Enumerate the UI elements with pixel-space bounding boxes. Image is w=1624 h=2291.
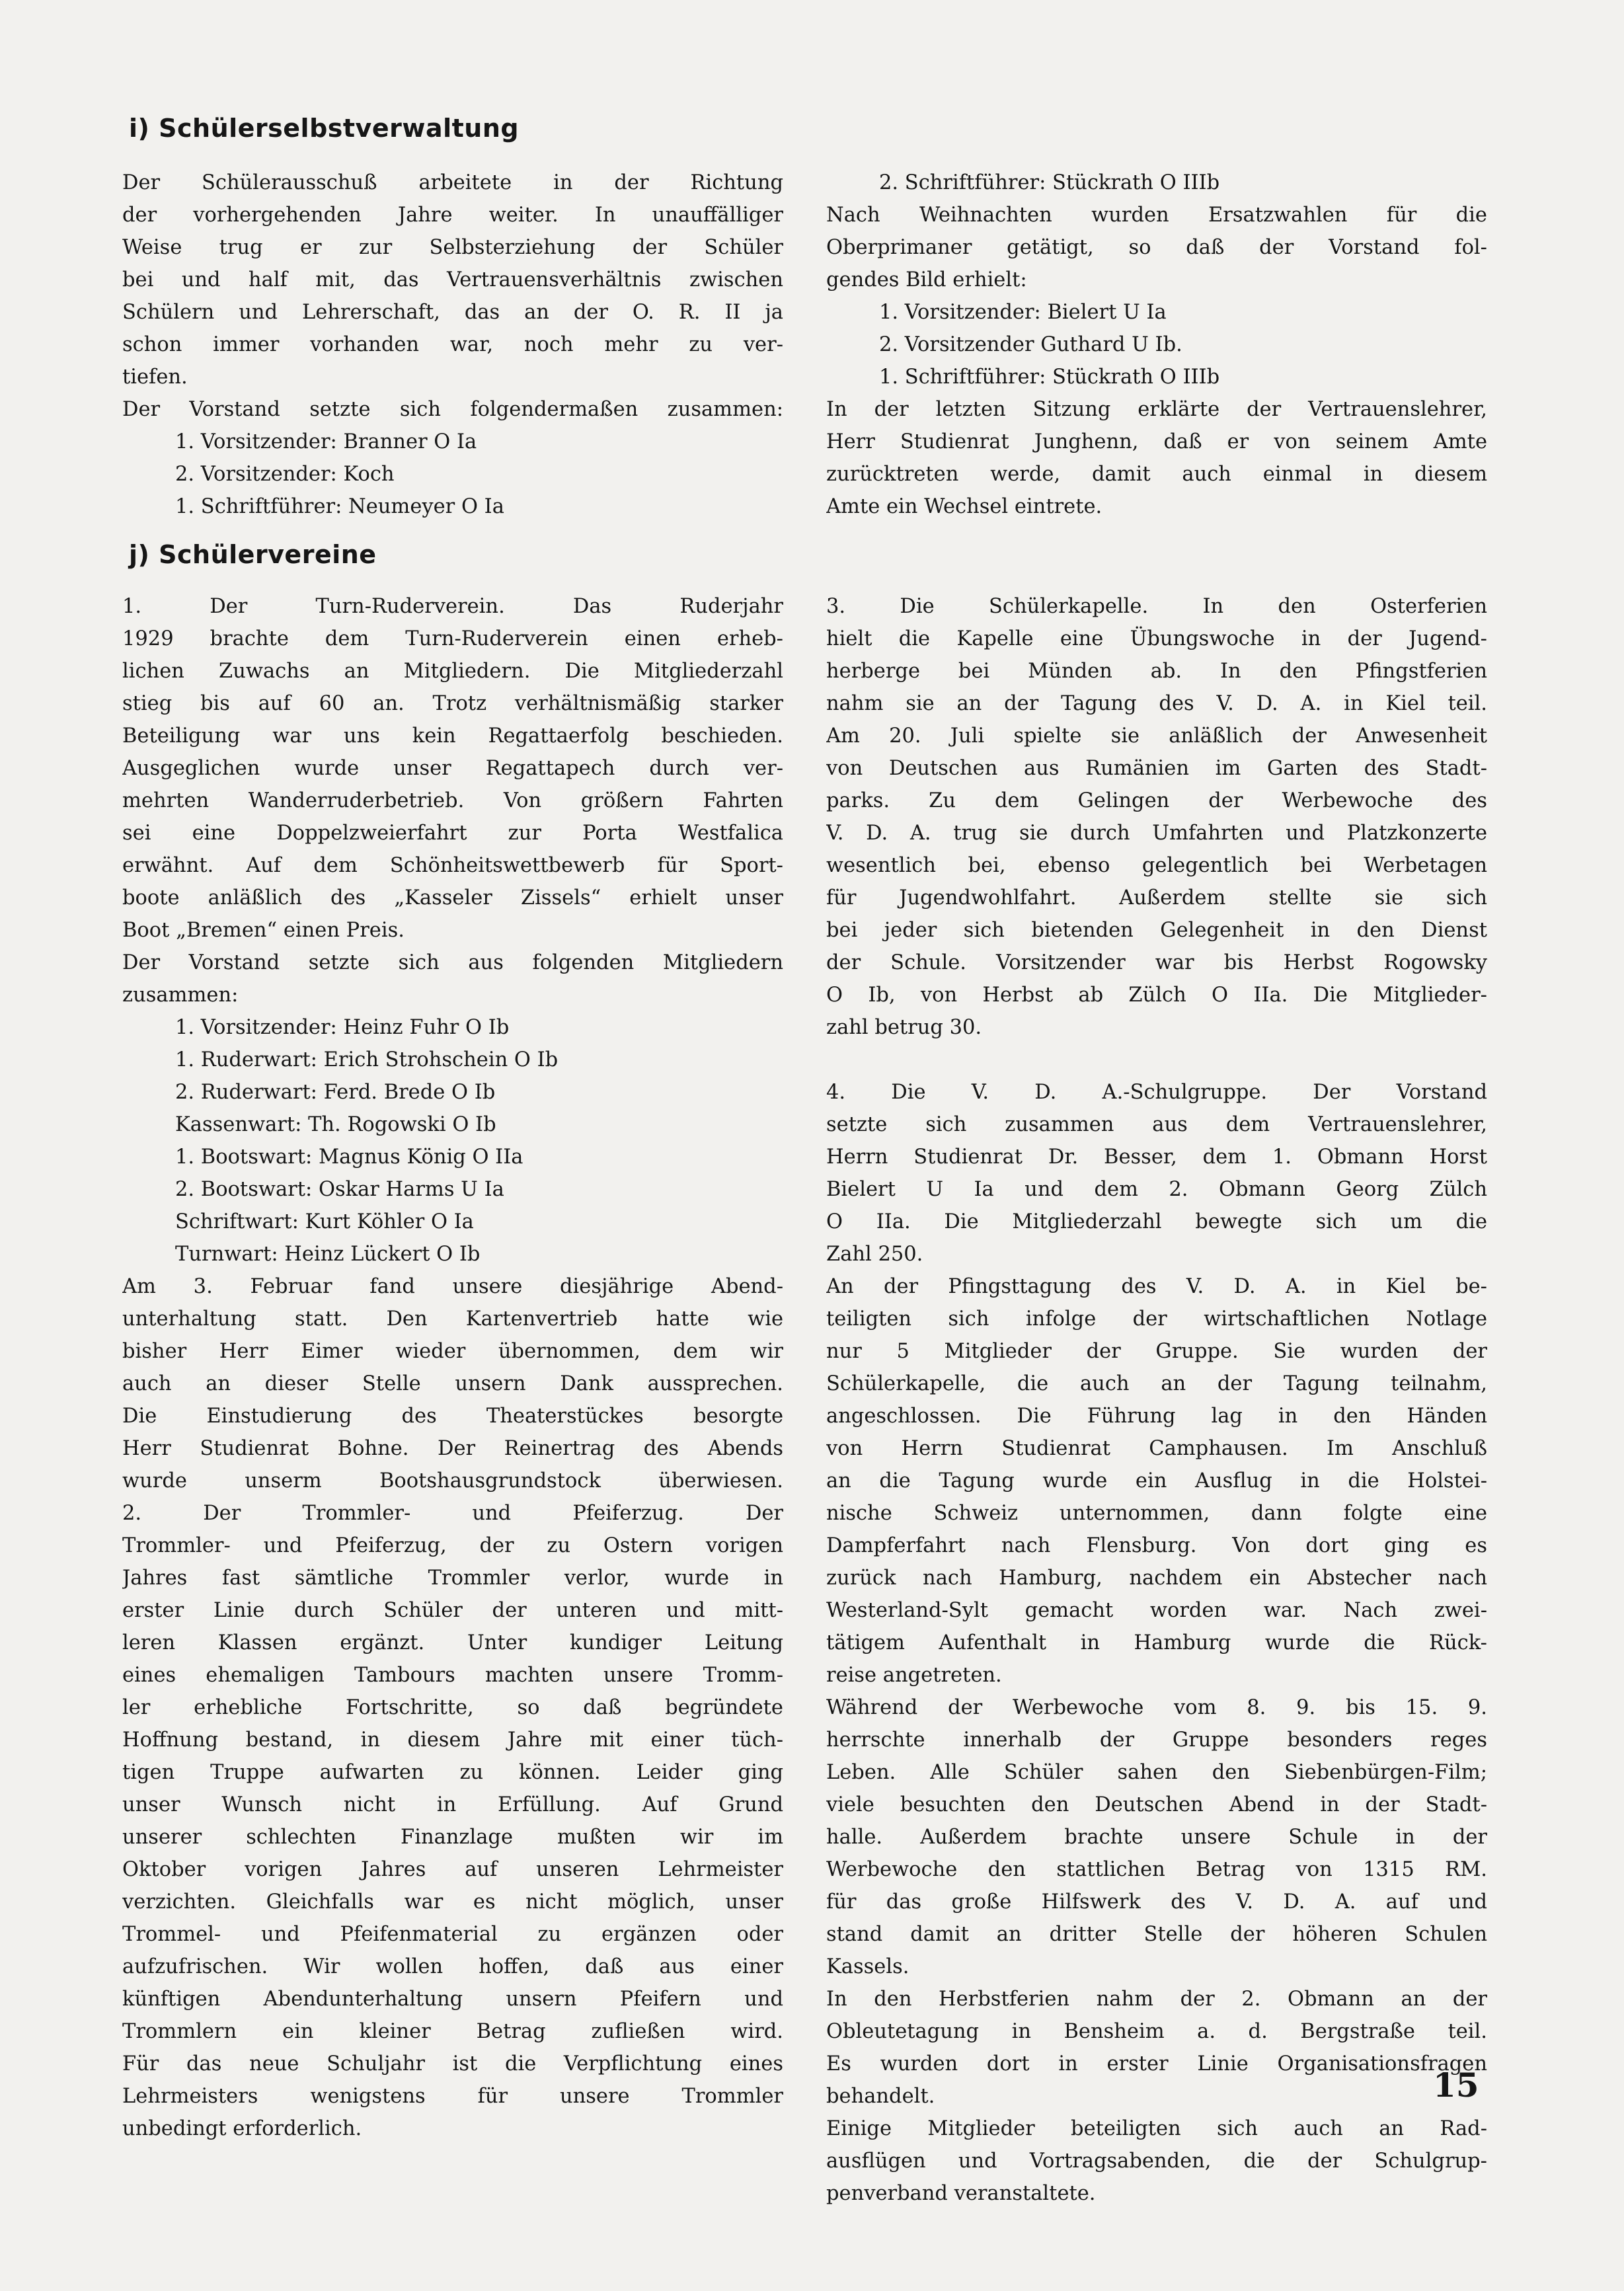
text-line: Am 3. Februar fand unsere diesjährige Abend- — [122, 1275, 783, 1298]
text-line: An der Pfingsttagung des V. D. A. in Kiel be- — [826, 1275, 1487, 1298]
text-line: bisher Herr Eimer wieder übernommen, dem wir — [122, 1340, 783, 1363]
text-line: leren Klassen ergänzt. Unter kundiger Leitung — [122, 1631, 783, 1654]
text-line: Zahl 250. — [826, 1243, 923, 1266]
text-line: Beteiligung war uns kein Regattaerfolg beschieden. — [122, 724, 783, 748]
text-line: tigen Truppe aufwarten zu können. Leider ging — [122, 1761, 783, 1784]
text-line: reise angetreten. — [826, 1664, 1002, 1687]
text-line: Der Vorstand setzte sich folgendermaßen zusammen: — [122, 398, 783, 421]
text-line: auch an dieser Stelle unsern Dank aussprechen. — [122, 1372, 783, 1395]
text-line: Oberprimaner getätigt, so daß der Vorstand fol- — [826, 236, 1487, 259]
text-line: sei eine Doppelzweierfahrt zur Porta Westfalica — [122, 822, 783, 845]
text-line: Werbewoche den stattlichen Betrag von 1315 RM. — [826, 1858, 1487, 1881]
text-line: gendes Bild erhielt: — [826, 268, 1027, 291]
text-line: bei jeder sich bietenden Gelegenheit in den Dienst — [826, 919, 1487, 942]
text-line: der vorhergehenden Jahre weiter. In unauffälliger — [122, 204, 783, 227]
text-line: Für das neue Schuljahr ist die Verpflichtung eines — [122, 2052, 783, 2076]
text-line: Am 20. Juli spielte sie anläßlich der Anwesenheit — [826, 724, 1487, 748]
text-line: Obleutetagung in Bensheim a. d. Bergstraße teil. — [826, 2020, 1487, 2043]
text-line: Der Vorstand setzte sich aus folgenden Mitgliedern — [122, 951, 783, 974]
text-line: Kassenwart: Th. Rogowski O Ib — [175, 1113, 496, 1136]
text-line: 2. Bootswart: Oskar Harms U Ia — [175, 1178, 504, 1201]
text-line — [826, 1044, 1487, 1076]
text-line: Hoffnung bestand, in diesem Jahre mit einer tüch- — [122, 1728, 783, 1752]
text-line: wurde unserm Bootshausgrundstock überwiesen. — [122, 1469, 783, 1493]
text-line: Jahres fast sämtliche Trommler verlor, wurde in — [122, 1567, 783, 1590]
text-line: parks. Zu dem Gelingen der Werbewoche des — [826, 789, 1487, 812]
right-block-clubs — [826, 590, 1487, 2210]
text-line: erster Linie durch Schüler der unteren und mitt- — [122, 1599, 783, 1622]
text-line: aufzufrischen. Wir wollen hoffen, daß aus einer — [122, 1955, 783, 1978]
text-line: Herrn Studienrat Dr. Besser, dem 1. Obmann Horst — [826, 1146, 1487, 1169]
text-line: 1. Vorsitzender: Branner O Ia — [175, 430, 477, 453]
section-heading-i: i) Schülerselbstverwaltung — [129, 114, 520, 143]
text-line: Ausgeglichen wurde unser Regattapech durch ver- — [122, 757, 783, 780]
text-line: Lehrmeisters wenigstens für unsere Trommler — [122, 2085, 783, 2108]
text-line: viele besuchten den Deutschen Abend in der Stadt- — [826, 1793, 1487, 1816]
text-line: nur 5 Mitglieder der Gruppe. Sie wurden der — [826, 1340, 1487, 1363]
text-line: von Herrn Studienrat Camphausen. Im Anschluß — [826, 1437, 1487, 1460]
text-line: der Schule. Vorsitzender war bis Herbst Rogowsky — [826, 951, 1487, 974]
text-line: O Ib, von Herbst ab Zülch O IIa. Die Mitglieder- — [826, 984, 1487, 1007]
text-line: teiligten sich infolge der wirtschaftlichen Notlage — [826, 1307, 1487, 1331]
text-line: 1. Vorsitzender: Heinz Fuhr O Ib — [175, 1016, 510, 1039]
text-line: In den Herbstferien nahm der 2. Obmann an der — [826, 1988, 1487, 2011]
text-line: penverband veranstaltete. — [826, 2182, 1096, 2205]
text-line: 2. Der Trommler- und Pfeiferzug. Der — [122, 1502, 783, 1525]
text-line: von Deutschen aus Rumänien im Garten des Stadt- — [826, 757, 1487, 780]
text-line: Weise trug er zur Selbsterziehung der Schüler — [122, 236, 783, 259]
text-line: boote anläßlich des „Kasseler Zissels“ erhielt unser — [122, 886, 783, 910]
text-line: Schülern und Lehrerschaft, das an der O. R. II ja — [122, 301, 783, 324]
text-line: künftigen Abendunterhaltung unsern Pfeifern und — [122, 1988, 783, 2011]
text-line: zurücktreten werde, damit auch einmal in diesem — [826, 463, 1487, 486]
text-line: Herr Studienrat Bohne. Der Reinertrag des Abends — [122, 1437, 783, 1460]
text-line: unser Wunsch nicht in Erfüllung. Auf Grund — [122, 1793, 783, 1816]
text-line: O IIa. Die Mitgliederzahl bewegte sich um die — [826, 1210, 1487, 1233]
text-line: unserer schlechten Finanzlage mußten wir im — [122, 1826, 783, 1849]
text-line: 2. Vorsitzender Guthard U Ib. — [879, 333, 1182, 356]
text-line: 1. Der Turn-Ruderverein. Das Ruderjahr — [122, 595, 783, 618]
text-line: 1. Ruderwart: Erich Strohschein O Ib — [175, 1048, 559, 1071]
section-i-body — [122, 167, 783, 523]
text-line: In der letzten Sitzung erklärte der Vertrauenslehrer, — [826, 398, 1487, 421]
text-line: ler erhebliche Fortschritte, so daß begründete — [122, 1696, 783, 1719]
text-line: stieg bis auf 60 an. Trotz verhältnismäßig starker — [122, 692, 783, 715]
text-line: V. D. A. trug sie durch Umfahrten und Platzkonzerte — [826, 822, 1487, 845]
text-line: Trommler- und Pfeiferzug, der zu Ostern vorigen — [122, 1534, 783, 1557]
text-line: 4. Die V. D. A.-Schulgruppe. Der Vorstand — [826, 1081, 1487, 1104]
text-line: angeschlossen. Die Führung lag in den Händen — [826, 1405, 1487, 1428]
text-line: Trommel- und Pfeifenmaterial zu ergänzen oder — [122, 1923, 783, 1946]
text-line: Boot „Bremen“ einen Preis. — [122, 919, 405, 942]
text-line: Die Einstudierung des Theaterstückes besorgte — [122, 1405, 783, 1428]
text-line: tiefen. — [122, 366, 188, 389]
text-line: nische Schweiz unternommen, dann folgte eine — [826, 1502, 1487, 1525]
text-line: nahm sie an der Tagung des V. D. A. in Kiel teil. — [826, 692, 1487, 715]
text-line: an die Tagung wurde ein Ausflug in die Holstei- — [826, 1469, 1487, 1493]
text-line: Westerland-Sylt gemacht worden war. Nach zwei- — [826, 1599, 1487, 1622]
text-line: 1. Schriftführer: Stückrath O IIIb — [879, 366, 1220, 389]
text-line: 3. Die Schülerkapelle. In den Osterferien — [826, 595, 1487, 618]
text-line: Einige Mitglieder beteiligten sich auch an Rad- — [826, 2117, 1487, 2140]
text-line: Nach Weihnachten wurden Ersatzwahlen für die — [826, 204, 1487, 227]
text-line: unbedingt erforderlich. — [122, 2117, 362, 2140]
text-line: Schriftwart: Kurt Köhler O Ia — [175, 1210, 474, 1233]
text-line: herberge bei Münden ab. In den Pfingstferien — [826, 660, 1487, 683]
text-line: tätigem Aufenthalt in Hamburg wurde die Rück- — [826, 1631, 1487, 1654]
text-line: Es wurden dort in erster Linie Organisationsfragen — [826, 2052, 1487, 2076]
text-line: lichen Zuwachs an Mitgliedern. Die Mitgliederzahl — [122, 660, 783, 683]
text-line: mehrten Wanderruderbetrieb. Von größern Fahrten — [122, 789, 783, 812]
text-line: Bielert U Ia und dem 2. Obmann Georg Zülch — [826, 1178, 1487, 1201]
text-line: wesentlich bei, ebenso gelegentlich bei Werbetagen — [826, 854, 1487, 877]
text-line: Herr Studienrat Junghenn, daß er von seinem Amte — [826, 430, 1487, 453]
text-line: bei und half mit, das Vertrauensverhältnis zwischen — [122, 268, 783, 291]
text-line: halle. Außerdem brachte unsere Schule in der — [826, 1826, 1487, 1849]
text-line: zurück nach Hamburg, nachdem ein Abstecher nach — [826, 1567, 1487, 1590]
text-line: stand damit an dritter Stelle der höheren Schulen — [826, 1923, 1487, 1946]
text-line: Leben. Alle Schüler sahen den Siebenbürgen-Film; — [826, 1761, 1487, 1784]
text-line: 1. Vorsitzender: Bielert U Ia — [879, 301, 1167, 324]
text-line: schon immer vorhanden war, noch mehr zu ver- — [122, 333, 783, 356]
text-line: 2. Ruderwart: Ferd. Brede O Ib — [175, 1081, 496, 1104]
text-line: ausflügen und Vortragsabenden, die der Schulgrup- — [826, 2150, 1487, 2173]
text-line: eines ehemaligen Tambours machten unsere Tromm- — [122, 1664, 783, 1687]
section-heading-j: j) Schülervereine — [129, 540, 377, 569]
text-line: Schülerkapelle, die auch an der Tagung teilnahm, — [826, 1372, 1487, 1395]
text-line: Der Schülerausschuß arbeitete in der Richtung — [122, 171, 783, 194]
text-line: behandelt. — [826, 2085, 935, 2108]
text-line: Dampferfahrt nach Flensburg. Von dort ging es — [826, 1534, 1487, 1557]
text-line: Kassels. — [826, 1955, 909, 1978]
text-line: hielt die Kapelle eine Übungswoche in der Jugend- — [826, 627, 1487, 650]
page-number: 15 — [1433, 2066, 1479, 2105]
text-line: setzte sich zusammen aus dem Vertrauenslehrer, — [826, 1113, 1487, 1136]
right-block-committee — [826, 167, 1487, 523]
text-line: Oktober vorigen Jahres auf unseren Lehrmeister — [122, 1858, 783, 1881]
text-line: 1. Schriftführer: Neumeyer O Ia — [175, 495, 504, 518]
text-line: zusammen: — [122, 984, 239, 1007]
text-line: Trommlern ein kleiner Betrag zufließen wird. — [122, 2020, 783, 2043]
text-line: 1. Bootswart: Magnus König O IIa — [175, 1146, 523, 1169]
text-line: erwähnt. Auf dem Schönheitswettbewerb für Sport- — [122, 854, 783, 877]
text-line: 2. Vorsitzender: Koch — [175, 463, 395, 486]
text-line: Während der Werbewoche vom 8. 9. bis 15. 9. — [826, 1696, 1487, 1719]
section-j-body — [122, 590, 783, 2145]
text-line: 1929 brachte dem Turn-Ruderverein einen erheb- — [122, 627, 783, 650]
text-line: unterhaltung statt. Den Kartenvertrieb hatte wie — [122, 1307, 783, 1331]
text-line: 2. Schriftführer: Stückrath O IIIb — [879, 171, 1220, 194]
text-line: für das große Hilfswerk des V. D. A. auf und — [826, 1890, 1487, 1914]
text-line: herrschte innerhalb der Gruppe besonders reges — [826, 1728, 1487, 1752]
text-line: für Jugendwohlfahrt. Außerdem stellte sie sich — [826, 886, 1487, 910]
text-line: Amte ein Wechsel eintrete. — [826, 495, 1102, 518]
text-line: Turnwart: Heinz Lückert O Ib — [175, 1243, 481, 1266]
text-line: verzichten. Gleichfalls war es nicht möglich, unser — [122, 1890, 783, 1914]
text-line: zahl betrug 30. — [826, 1016, 982, 1039]
